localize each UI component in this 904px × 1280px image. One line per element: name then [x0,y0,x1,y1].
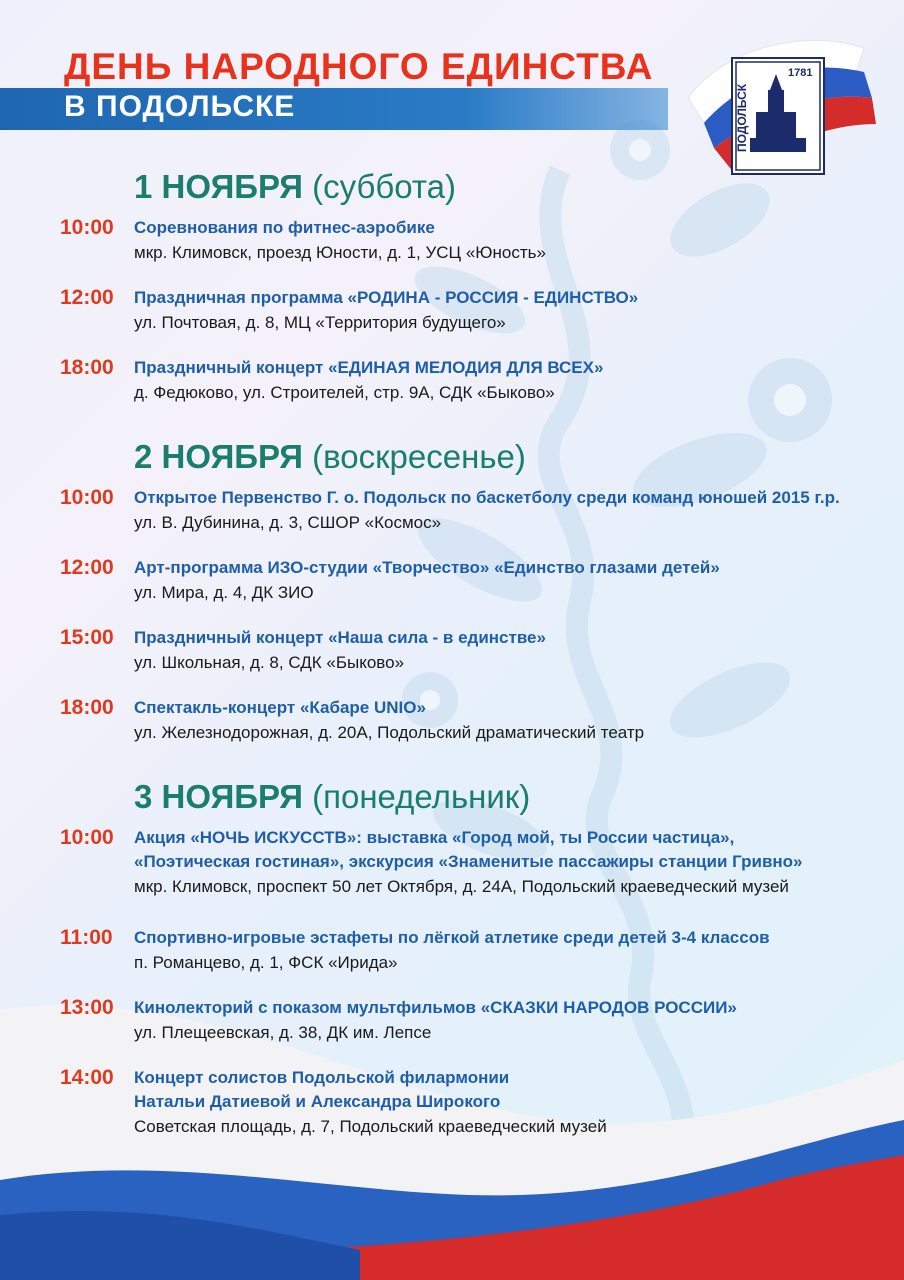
event-details [134,286,894,336]
event-address: ул. Школьная, д. 8, СДК «Быково» [134,653,405,672]
event-address: п. Романцево, д. 1, ФСК «Ирида» [134,953,398,972]
event-title: Спортивно-игровые эстафеты по лёгкой атлетике среди детей 3-4 классов [134,928,770,947]
event-title: Натальи Датиевой и Александра Широкого [134,1092,501,1111]
event-title: Праздничный концерт «Наша сила - в единстве» [134,628,546,647]
event-details [134,216,894,266]
event-time: 18:00 [60,356,114,379]
event-details [134,486,894,536]
event-time: 10:00 [60,486,114,509]
event-title: Праздничный концерт «ЕДИНАЯ МЕЛОДИЯ ДЛЯ ВСЕХ» [134,358,604,377]
event-address: Советская площадь, д. 7, Подольский краеведческий музей [134,1117,607,1136]
event-time: 15:00 [60,626,114,649]
event-details [134,926,894,976]
event-title: Кинолекторий с показом мультфильмов «СКАЗКИ НАРОДОВ РОССИИ» [134,998,737,1017]
event-title: Арт-программа ИЗО-студии «Творчество» «Единство глазами детей» [134,558,720,577]
page-subtitle: В ПОДОЛЬСКЕ [64,90,296,123]
event-details [134,996,894,1046]
event-time: 10:00 [60,826,114,849]
day-heading [134,438,526,476]
event-details [134,696,894,746]
event-address: мкр. Климовск, проспект 50 лет Октября, д. 24А, Подольский краеведческий музей [134,877,789,896]
event-address: мкр. Климовск, проезд Юности, д. 1, УСЦ «Юность» [134,243,546,262]
event-details [134,356,894,406]
event-time: 12:00 [60,286,114,309]
event-details [134,1066,894,1140]
event-time: 14:00 [60,1066,114,1089]
svg-text:ПОДОЛЬСК: ПОДОЛЬСК [735,83,749,152]
event-title: Праздничная программа «РОДИНА - РОССИЯ - ЕДИНСТВО» [134,288,639,307]
podolsk-logo [684,28,884,178]
event-title: Открытое Первенство Г. о. Подольск по баскетболу среди команд юношей 2015 г.р. [134,488,840,507]
day-weekday: (воскресенье) [312,438,526,475]
event-address: ул. В. Дубинина, д. 3, СШОР «Космос» [134,513,442,532]
day-heading [134,778,530,816]
day-date: 3 НОЯБРЯ [134,778,303,815]
event-time: 11:00 [60,926,113,949]
event-time: 18:00 [60,696,114,719]
event-address: ул. Плещеевская, д. 38, ДК им. Лепсе [134,1023,432,1042]
event-details [134,556,894,606]
day-weekday: (суббота) [312,168,456,205]
page-title: ДЕНЬ НАРОДНОГО ЕДИНСТВА [64,46,654,87]
event-details [134,826,894,900]
day-heading [134,168,456,206]
event-title: «Поэтическая гостиная», экскурсия «Знаменитые пассажиры станции Гривно» [134,852,803,871]
event-time: 10:00 [60,216,114,239]
event-title: Концерт солистов Подольской филармонии [134,1068,510,1087]
event-details [134,626,894,676]
svg-text:1781: 1781 [788,67,813,79]
event-title: Спектакль-концерт «Кабаре UNIO» [134,698,426,717]
event-address: ул. Мира, д. 4, ДК ЗИО [134,583,314,602]
day-date: 2 НОЯБРЯ [134,438,303,475]
event-title: Акция «НОЧЬ ИСКУССТВ»: выставка «Город мой, ты России частица», [134,828,735,847]
event-address: д. Федюково, ул. Строителей, стр. 9А, СДК «Быково» [134,383,555,402]
day-date: 1 НОЯБРЯ [134,168,303,205]
event-address: ул. Железнодорожная, д. 20А, Подольский драматический театр [134,723,645,742]
day-weekday: (понедельник) [312,778,531,815]
event-address: ул. Почтовая, д. 8, МЦ «Территория будущего» [134,313,506,332]
event-time: 12:00 [60,556,114,579]
event-time: 13:00 [60,996,114,1019]
event-title: Соревнования по фитнес-аэробике [134,218,435,237]
